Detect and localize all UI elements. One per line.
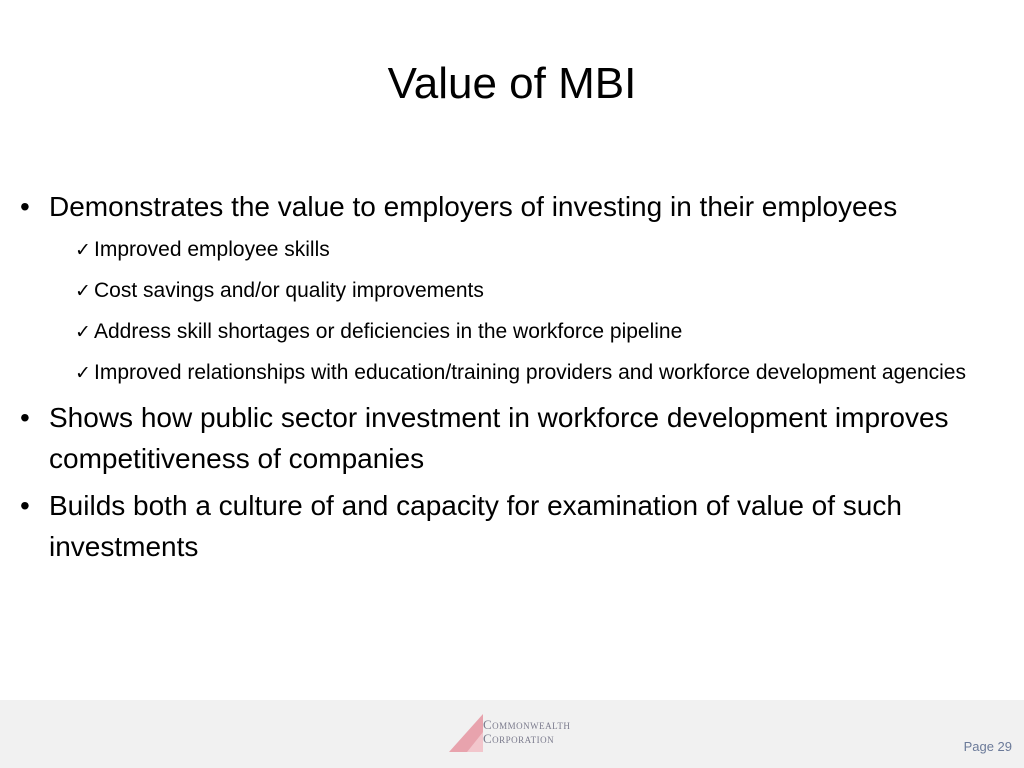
sub-item-text: Address skill shortages or deficiencies in the workforce pipeline <box>94 320 683 343</box>
bullet-text: Builds both a culture of and capacity for examination of value of such investments <box>49 490 902 562</box>
bullet-icon: • <box>20 402 30 433</box>
sub-item-text: Cost savings and/or quality improvements <box>94 279 484 302</box>
page-number: Page 29 <box>963 739 1012 754</box>
footer-bar <box>0 700 1024 768</box>
checkmark-icon: ✓ <box>75 321 91 343</box>
bullet-item <box>20 485 1010 567</box>
logo-text <box>483 718 570 746</box>
sub-item-text: Improved employee skills <box>94 238 330 261</box>
bullet-text: Shows how public sector investment in workforce development improves competitiveness of companies <box>49 402 949 474</box>
checkmark-icon: ✓ <box>75 362 91 384</box>
bullet-text: Demonstrates the value to employers of investing in their employees <box>49 191 898 222</box>
bullet-icon: • <box>20 490 30 521</box>
bullet-icon: • <box>20 191 30 222</box>
slide-content <box>20 186 1010 573</box>
checkmark-icon: ✓ <box>75 280 91 302</box>
slide-title: Value of MBI <box>387 59 637 108</box>
sub-item <box>20 233 1010 267</box>
checkmark-icon: ✓ <box>75 239 91 261</box>
sub-list <box>20 233 1010 390</box>
sub-item-text: Improved relationships with education/training providers and workforce development agencies <box>94 361 966 384</box>
logo-line-2: Corporation <box>483 731 555 746</box>
logo-line-1: Commonwealth <box>483 717 571 732</box>
bullet-item <box>20 397 1010 479</box>
sub-item <box>20 315 1010 349</box>
company-logo <box>449 714 579 754</box>
sub-item <box>20 274 1010 308</box>
bullet-item <box>20 186 1010 227</box>
sub-item <box>20 356 1010 390</box>
logo-triangle-icon <box>449 714 485 754</box>
